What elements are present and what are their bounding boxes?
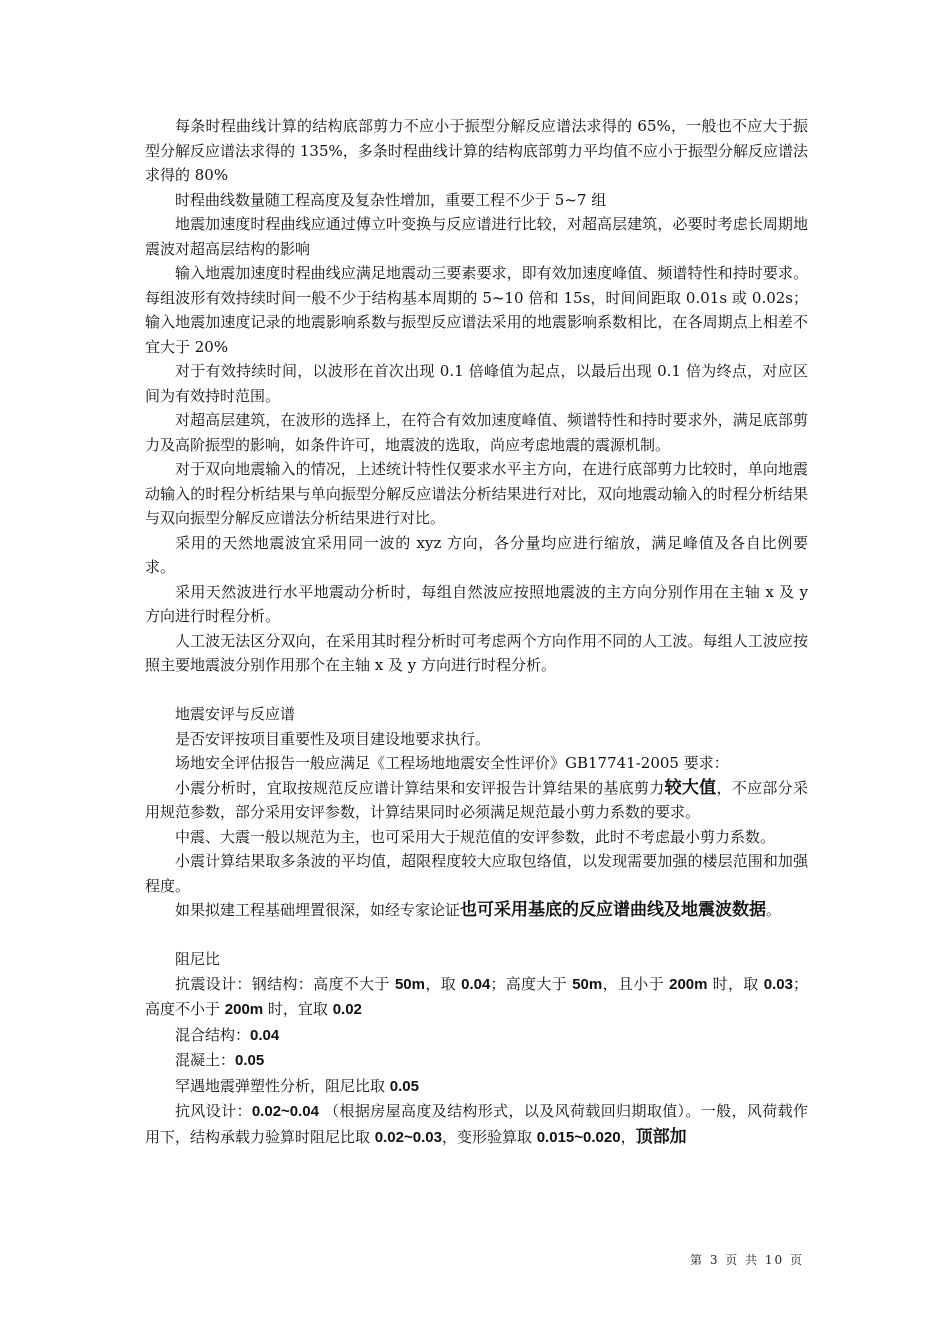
value: 0.015~0.020 — [536, 1128, 621, 1146]
value: 0.02~0.04 — [251, 1103, 319, 1120]
paragraph — [145, 1048, 808, 1074]
paragraph: 对于有效持续时间，以波形在首次出现 0.1 倍峰值为起点，以最后出现 0.1 倍为终点，对应区间为有效持时范围。 — [145, 362, 808, 405]
paragraph: 小震计算结果取多条波的平均值，超限程度较大应取包络值，以发现需要加强的楼层范围和加强程度。 — [145, 852, 808, 895]
text-run: 时，宜取 — [263, 1000, 333, 1018]
paragraph: 对超高层建筑，在波形的选择上，在符合有效加速度峰值、频谱特性和持时要求外，满足底部剪力及高阶振型的影响，如条件许可，地震波的选取，尚应考虑地震的震源机制。 — [145, 411, 808, 454]
text-run: 抗风设计： — [175, 1102, 252, 1120]
text-run: ，取 — [425, 974, 462, 993]
text-run: （根据房屋高度及结构形式，以及风荷载回归期取值）。一般，风荷载作用下，结构承载力验算时阻尼比取 — [145, 1102, 808, 1146]
paragraph: 是否安评按项目重要性及项目建设地要求执行。 — [175, 729, 491, 748]
paragraph: 采用天然波进行水平地震动分析时，每组自然波应按照地震波的主方向分别作用在主轴 x 及 y 方向进行时程分析。 — [145, 582, 808, 625]
paragraph — [145, 1074, 808, 1100]
text-run: ， — [620, 1127, 636, 1146]
section-heading: 阻尼比 — [175, 950, 221, 968]
value: 50m — [572, 975, 603, 993]
text-run: 混合结构： — [175, 1025, 251, 1044]
value: 0.05 — [389, 1077, 419, 1095]
paragraph: 采用的天然地震波宜采用同一波的 xyz 方向，各分量均应进行缩放，满足峰值及各自比例要求。 — [145, 533, 808, 576]
paragraph: 场地安全评估报告一般应满足《工程场地地震安全性评价》GB17741-2005 要求： — [175, 754, 729, 772]
text-run: ；高度不小于 — [145, 974, 808, 1018]
value: 0.04 — [250, 1026, 280, 1044]
text-run: 如果拟建工程基础埋置很深，如经专家论证 — [175, 901, 461, 919]
emphasis-text: 也可采用基底的反应谱曲线及地震波数据 — [460, 900, 767, 920]
text-run: 罕遇地震弹塑性分析，阻尼比取 — [175, 1076, 390, 1095]
page-content — [145, 114, 808, 1150]
paragraph — [145, 972, 808, 1023]
value: 0.03 — [763, 975, 793, 993]
emphasis-text: 较大值 — [664, 777, 717, 798]
section-heading: 地震安评与反应谱 — [175, 705, 296, 723]
paragraph: 中震、大震一般以规范为主，也可采用大于规范值的安评参数，此时不考虑最小剪力系数。 — [175, 827, 776, 846]
value: 0.04 — [461, 975, 491, 993]
value: 0.02~0.03 — [374, 1128, 442, 1146]
paragraph — [145, 776, 808, 825]
value: 200m — [224, 1001, 264, 1018]
text-run: 抗震设计：钢结构：高度不大于 — [175, 974, 395, 993]
paragraph — [145, 898, 808, 923]
text-run: ；高度大于 — [490, 974, 573, 993]
text-run: ，不应部分采用规范参数，部分采用安评参数，计算结果同时必须满足规范最小剪力系数的要求。 — [145, 778, 808, 821]
text-run: 混凝土： — [175, 1051, 236, 1069]
page-number-footer: 第 3 页 共 10 页 — [690, 1253, 804, 1267]
value: 0.05 — [235, 1052, 265, 1069]
paragraph: 对于双向地震输入的情况，上述统计特性仅要求水平主方向，在进行底部剪力比较时，单向地震动输入的时程分析结果与单向振型分解反应谱法分析结果进行对比，双向地震动输入的时程分析结果与双向振型分解反应谱法分析结果进行对比。 — [145, 460, 808, 527]
spacer — [145, 923, 808, 948]
emphasis-text: 顶部加 — [635, 1126, 687, 1147]
paragraph — [145, 1099, 808, 1150]
paragraph: 输入地震加速度时程曲线应满足地震动三要素要求，即有效加速度峰值、频谱特性和持时要求。每组波形有效持续时间一般不少于结构基本周期的 5~10 倍和 15s，时间间距取 0.01s 或 0.02s；输入地震加速度记录的地震影响系数与振型反应谱法采用的地震影响系数相比，在各周期点上相差不宜大于 20% — [145, 264, 808, 356]
paragraph — [145, 1023, 808, 1049]
paragraph: 时程曲线数量随工程高度及复杂性增加，重要工程不少于 5~7 组 — [175, 190, 607, 209]
text-run: ，变形验算取 — [441, 1127, 537, 1146]
text-run: ，且小于 — [602, 974, 670, 993]
value: 50m — [394, 975, 425, 993]
spacer — [145, 678, 808, 703]
text-run: 小震分析时，宜取按规范反应谱计算结果和安评报告计算结果的基底剪力 — [175, 778, 665, 797]
text-run: 。 — [766, 901, 782, 919]
text-run: 时，取 — [707, 974, 764, 993]
value: 200m — [669, 975, 708, 993]
value: 0.02 — [332, 1001, 362, 1018]
paragraph: 地震加速度时程曲线应通过傅立叶变换与反应谱进行比较，对超高层建筑，必要时考虑长周期地震波对超高层结构的影响 — [145, 215, 808, 258]
paragraph: 人工波无法区分双向，在采用其时程分析时可考虑两个方向作用不同的人工波。每组人工波应按照主要地震波分别作用那个在主轴 x 及 y 方向进行时程分析。 — [145, 631, 808, 674]
paragraph: 每条时程曲线计算的结构底部剪力不应小于振型分解反应谱法求得的 65%，一般也不应大于振型分解反应谱法求得的 135%，多条时程曲线计算的结构底部剪力平均值不应小于振型分解反应谱法求得的 80% — [145, 117, 808, 184]
